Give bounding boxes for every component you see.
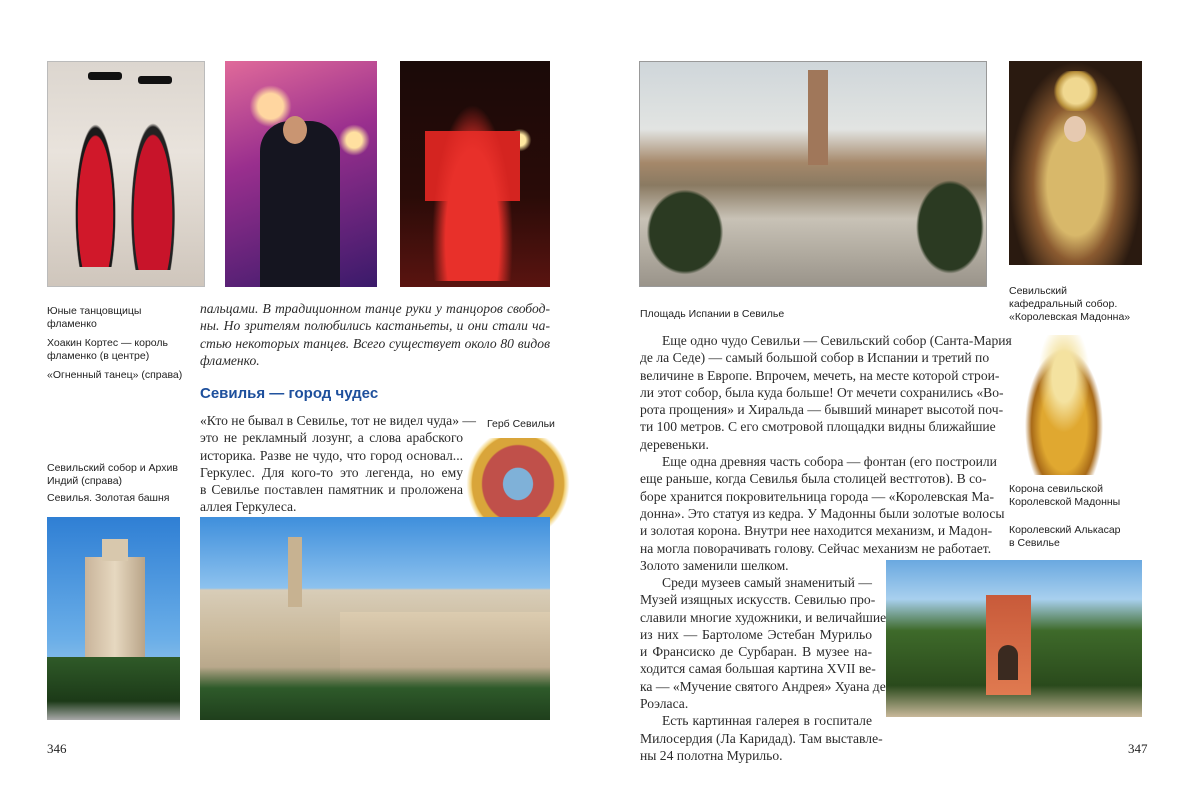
text-line: Милосердия (Ла Каридад). Там выставле- — [640, 730, 883, 746]
caption-line: Индий (справа) — [47, 475, 123, 487]
text-line: деревеньки. — [640, 436, 709, 452]
text-line: Золото заменили шелком. — [640, 557, 789, 573]
text-line: величине в Европе. Впрочем, мечеть, на месте которой строи- — [640, 367, 1000, 383]
photo-seville-cathedral — [200, 517, 550, 720]
page-number-left: 346 — [47, 741, 67, 756]
text-line: и золотая корона. Внутри нее находится механизм, и Мадон- — [640, 523, 993, 539]
text-line: Есть картинная галерея в госпитале — [662, 713, 872, 729]
caption-plaza: Площадь Испании в Севилье — [640, 308, 785, 320]
caption-line: Юные танцовщицы — [47, 305, 142, 317]
caption-line: в Севилье — [1009, 537, 1060, 549]
text-line: боре хранится покровительница города — «Королевская Ма- — [640, 488, 994, 504]
text-line: из них — Бартоломе Эстебан Мурильо — [640, 626, 872, 642]
photo-plaza-de-espana — [639, 61, 987, 287]
caption-coat-of-arms: Герб Севильи — [487, 418, 555, 430]
caption-line: Хоакин Кортес — король — [47, 337, 169, 349]
caption-line: фламенко (в центре) — [47, 350, 150, 362]
caption-line: Севильский собор и Архив — [47, 462, 178, 474]
text-line: и Франсиско де Сурбаран. В музее на- — [640, 644, 872, 660]
text-line: Еще одно чудо Севильи — Севильский собор (Санта-Мария — [662, 333, 1012, 348]
text-line: Еще одна древняя часть собора — фонтан (его построили — [662, 454, 997, 470]
text-line: стью некоторых танцев. Всего существует около 80 видов — [200, 335, 550, 351]
photo-joaquin-cortes — [225, 61, 377, 287]
caption-cathedral-archive — [47, 462, 178, 488]
photo-golden-tower — [47, 517, 180, 720]
text-line: пальцами. В традиционном танце руки у танцоров свобод- — [200, 301, 550, 316]
text-line: Роэласа. — [640, 696, 689, 712]
text-line: ка — «Мучение святого Андрея» Хуана де — [640, 678, 886, 694]
text-line: фламенко. — [200, 352, 260, 368]
text-line: донна». Это статуя из кедра. У Мадонны были золотые волосы — [640, 505, 1005, 521]
caption-golden-tower: Севилья. Золотая башня — [47, 492, 170, 504]
caption-crown — [1009, 483, 1120, 509]
caption-line: Севильский — [1009, 285, 1068, 297]
page-number-right: 347 — [1128, 741, 1148, 756]
text-line: рота прощения» и Хиральда — бывший минарет высотой поч- — [640, 402, 1004, 418]
museum-paragraphs — [640, 574, 887, 764]
text-line: «Кто не бывал в Севилье, тот не видел чуда» — — [200, 413, 476, 428]
body-paragraph — [200, 412, 476, 516]
text-line: ти 100 метров. С его смотровой площадки видны ближайшие — [640, 419, 996, 435]
caption-madonna — [1009, 285, 1130, 324]
caption-line: фламенко — [47, 318, 97, 330]
section-heading: Севилья — город чудес — [200, 385, 379, 402]
caption-fire-dance: «Огненный танец» (справа) — [47, 369, 183, 381]
caption-line: «Королевская Мадонна» — [1009, 311, 1131, 323]
photo-fire-dance — [400, 61, 550, 287]
italic-paragraph — [200, 300, 550, 369]
text-line: аллея Геркулеса. — [200, 499, 297, 515]
photo-royal-madonna — [1009, 61, 1142, 265]
text-line: Музей изящных искусств. Севилью про- — [640, 592, 876, 608]
text-line: ны. Но зрителям полюбились кастаньеты, и они стали ча- — [200, 318, 550, 334]
text-line: ходится самая большая картина XVII ве- — [640, 661, 876, 677]
text-line: еще раньше, когда Севилья была столицей вестготов). В со- — [640, 471, 987, 487]
text-line: де ла Седе) — самый большой собор в Испании и третий по — [640, 350, 990, 366]
text-line: ны 24 полотна Мурильо. — [640, 747, 783, 763]
caption-alcazar — [1009, 524, 1121, 550]
text-line: славили многие художники, и величайшие — [640, 609, 887, 625]
cathedral-paragraphs — [640, 332, 1012, 574]
text-line: Геркулес. Для кого-то это легенда, но ему — [200, 464, 463, 480]
text-line: Среди музеев самый знаменитый — — [662, 575, 872, 590]
text-line: на могла поворачивать голову. Сейчас механизм не работает. — [640, 540, 992, 556]
text-line: это не рекламный лозунг, а слова арабского — [200, 430, 463, 446]
caption-line: кафедральный собор. — [1009, 298, 1118, 310]
photo-royal-alcazar — [886, 560, 1142, 717]
caption-line: Корона севильской — [1009, 483, 1103, 495]
caption-line: Королевской Мадонны — [1009, 496, 1121, 508]
text-line: в Севилье поставлен памятник и проложена — [200, 482, 463, 498]
caption-young-dancers — [47, 305, 141, 331]
madonna-crown-image — [1018, 335, 1110, 475]
text-line: ли этот собор, была куда больше! От мечети сохранились «Во- — [640, 384, 1004, 400]
caption-line: Королевский Алькасар — [1009, 524, 1121, 536]
photo-young-flamenco-dancers — [47, 61, 205, 287]
text-line: историка. Разве не чудо, что город основал... — [200, 447, 463, 463]
caption-joaquin-cortes — [47, 337, 168, 363]
